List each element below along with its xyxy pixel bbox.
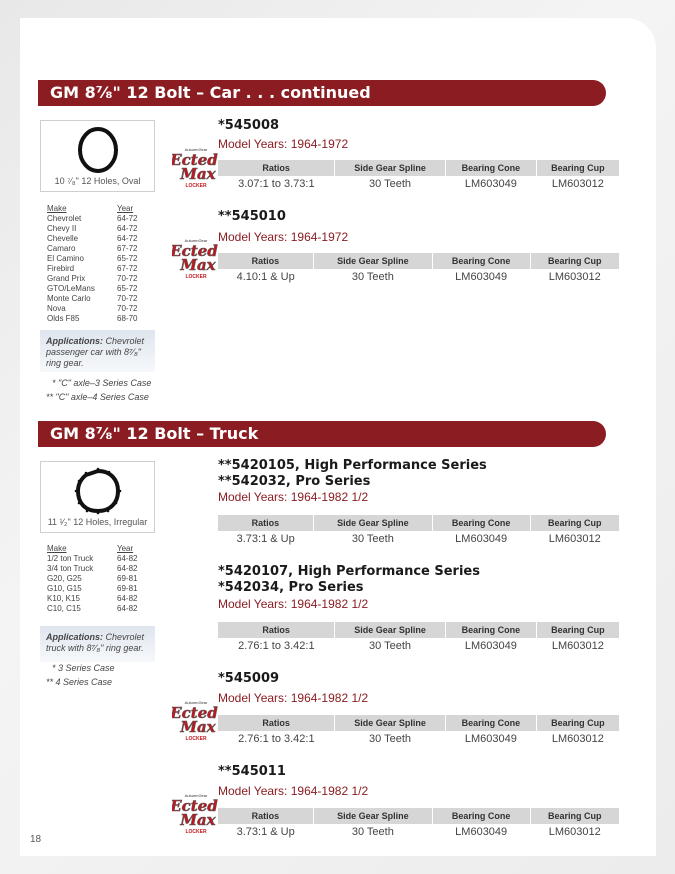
svg-text:AutumnGear: AutumnGear bbox=[184, 147, 208, 152]
gasket-oval-icon bbox=[73, 125, 123, 175]
svg-text:Max: Max bbox=[180, 256, 216, 274]
model-years: Model Years: 1964-1982 1/2 bbox=[218, 691, 369, 705]
make-row: Nova 70-72 bbox=[47, 304, 138, 313]
svg-text:AutumnGear: AutumnGear bbox=[184, 700, 208, 705]
ectedmax-locker-logo bbox=[172, 234, 220, 282]
make-row: K10, K15 64-82 bbox=[47, 594, 138, 603]
svg-text:Ected: Ected bbox=[172, 151, 218, 169]
svg-text:LOCKER: LOCKER bbox=[185, 274, 207, 280]
ectedmax-logo-icon bbox=[172, 789, 220, 837]
page-number: 18 bbox=[30, 834, 42, 845]
make-year-table-car bbox=[47, 204, 137, 324]
make-row: 1/2 ton Truck 64-82 bbox=[47, 554, 138, 563]
spec-table: Ratios Side Gear Spline Bearing Cone Bearing Cup 3.07:1 to 3.73:1 30 Teeth LM603049 LM603012 bbox=[218, 160, 620, 192]
applications-box-truck: Applications: Chevrolet truck with 8⁷⁄₈" ring gear. bbox=[40, 626, 155, 662]
make-row: 3/4 ton Truck 64-82 bbox=[47, 564, 138, 573]
make-row: G10, G15 69-81 bbox=[47, 584, 138, 593]
make-year-table-truck bbox=[47, 544, 137, 614]
part-number: **545011 bbox=[218, 764, 286, 779]
svg-text:LOCKER: LOCKER bbox=[185, 736, 207, 742]
spec-table: Ratios Side Gear Spline Bearing Cone Bearing Cup 3.73:1 & Up 30 Teeth LM603049 LM603012 bbox=[218, 515, 620, 547]
model-years: Model Years: 1964-1972 bbox=[218, 230, 349, 244]
svg-text:AutumnGear: AutumnGear bbox=[184, 238, 208, 243]
part-number: *545009 bbox=[218, 671, 280, 686]
gasket-caption-car: 10 ⁷⁄₈" 12 Holes, Oval bbox=[54, 176, 141, 186]
ectedmax-locker-logo bbox=[172, 789, 220, 837]
make-row: C10, C15 64-82 bbox=[47, 604, 138, 613]
spec-table: Ratios Side Gear Spline Bearing Cone Bearing Cup 4.10:1 & Up 30 Teeth LM603049 LM603012 bbox=[218, 253, 620, 285]
ectedmax-locker-logo bbox=[172, 143, 220, 191]
make-header: Make bbox=[47, 544, 67, 553]
section-banner-car: GM 8⁷⁄₈" 12 Bolt – Car . . . continued bbox=[38, 80, 606, 106]
ectedmax-locker-logo bbox=[172, 696, 220, 744]
part-number: *545008 bbox=[218, 118, 280, 133]
make-row: GTO/LeMans 65-72 bbox=[47, 284, 138, 293]
svg-text:LOCKER: LOCKER bbox=[185, 829, 207, 835]
svg-text:Max: Max bbox=[180, 718, 216, 736]
svg-text:Max: Max bbox=[180, 811, 216, 829]
ectedmax-logo-icon bbox=[172, 143, 220, 191]
svg-text:Ected: Ected bbox=[172, 704, 218, 722]
gasket-caption-truck: 11 ¹⁄₂" 12 Holes, Irregular bbox=[47, 517, 148, 527]
svg-text:Max: Max bbox=[180, 165, 216, 183]
make-row: Firebird 67-72 bbox=[47, 264, 138, 273]
year-header: Year bbox=[117, 204, 134, 213]
svg-text:LOCKER: LOCKER bbox=[185, 183, 207, 189]
spec-table: Ratios Side Gear Spline Bearing Cone Bearing Cup 3.73:1 & Up 30 Teeth LM603049 LM603012 bbox=[218, 808, 620, 840]
make-row: Camaro 67-72 bbox=[47, 244, 138, 253]
make-row: Monte Carlo 70-72 bbox=[47, 294, 138, 303]
make-row: G20, G25 69-81 bbox=[47, 574, 138, 583]
part-number: **5420105, High Performance Series **542032, Pro Series bbox=[218, 458, 487, 489]
make-header: Make bbox=[47, 204, 67, 213]
svg-text:Ected: Ected bbox=[172, 242, 218, 260]
ectedmax-logo-icon bbox=[172, 696, 220, 744]
part-number: *5420107, High Performance Series *542034, Pro Series bbox=[218, 564, 480, 595]
svg-text:AutumnGear: AutumnGear bbox=[184, 793, 208, 798]
section-banner-truck: GM 8⁷⁄₈" 12 Bolt – Truck bbox=[38, 421, 606, 447]
gasket-irregular-icon bbox=[73, 466, 123, 516]
model-years: Model Years: 1964-1982 1/2 bbox=[218, 490, 369, 504]
make-row: Chevelle 64-72 bbox=[47, 234, 138, 243]
year-header: Year bbox=[117, 544, 134, 553]
model-years: Model Years: 1964-1982 1/2 bbox=[218, 784, 369, 798]
applications-box-car: Applications: Chevrolet passenger car with 8⁷⁄₈" ring gear. bbox=[40, 330, 155, 372]
make-row: Grand Prix 70-72 bbox=[47, 274, 138, 283]
model-years: Model Years: 1964-1972 bbox=[218, 137, 349, 151]
svg-text:Ected: Ected bbox=[172, 797, 218, 815]
spec-table: Ratios Side Gear Spline Bearing Cone Bearing Cup 2.76:1 to 3.42:1 30 Teeth LM603049 LM603012 bbox=[218, 622, 620, 654]
make-row: Chevy II 64-72 bbox=[47, 224, 138, 233]
spec-table: Ratios Side Gear Spline Bearing Cone Bearing Cup 2.76:1 to 3.42:1 30 Teeth LM603049 LM603012 bbox=[218, 715, 620, 747]
series-notes-car: * "C" axle–3 Series Case ** "C" axle–4 Series Case bbox=[46, 378, 152, 402]
ectedmax-logo-icon bbox=[172, 234, 220, 282]
make-row: El Camino 65-72 bbox=[47, 254, 138, 263]
model-years: Model Years: 1964-1982 1/2 bbox=[218, 597, 369, 611]
make-row: Chevrolet 64-72 bbox=[47, 214, 138, 223]
series-notes-truck: * 3 Series Case ** 4 Series Case bbox=[46, 663, 115, 687]
make-row: Olds F85 68-70 bbox=[47, 314, 138, 323]
part-number: **545010 bbox=[218, 209, 286, 224]
